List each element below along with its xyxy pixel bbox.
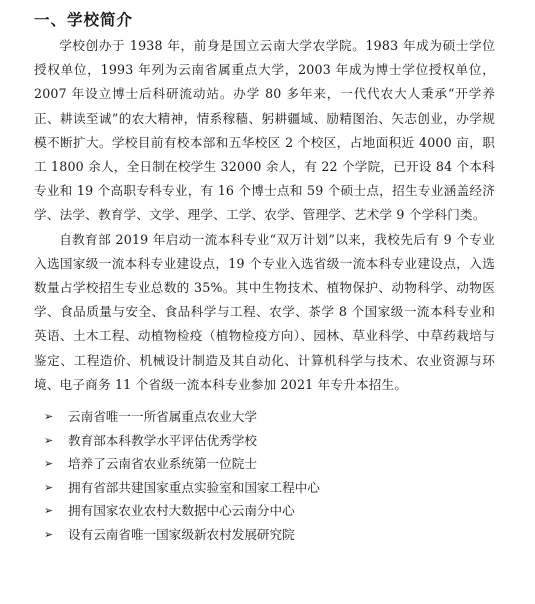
list-item (44, 429, 495, 453)
list-item-text: 拥有省部共建国家重点实验室和国家工程中心 (68, 479, 320, 495)
highlights-list (34, 405, 495, 547)
list-item-text: 拥有国家农业农村大数据中心云南分中心 (68, 503, 295, 519)
list-item (44, 476, 495, 500)
list-item-text: 教育部本科教学水平评估优秀学校 (68, 432, 257, 448)
section-title: 一、学校简介 (34, 11, 134, 29)
list-item-text: 培养了云南省农业系统第一位院士 (68, 456, 257, 472)
arrow-right-icon: ➢ (44, 528, 54, 542)
arrow-right-icon: ➢ (44, 504, 54, 518)
list-item (44, 499, 495, 523)
arrow-right-icon: ➢ (44, 457, 54, 471)
list-item (44, 405, 495, 429)
list-item (44, 523, 495, 547)
list-item-text: 设有云南省唯一国家级新农村发展研究院 (68, 527, 295, 543)
arrow-right-icon: ➢ (44, 480, 54, 494)
list-item-text: 云南省唯一一所省属重点农业大学 (68, 409, 257, 425)
majors-paragraph: 自教育部 2019 年启动一流本科专业“双万计划”以来，我校先后有 9 个专业入选国家级一流本科专业建设点，19 个专业入选省级一流本科专业建设点，入选数量占学校招生专业总数的 35%。其中生物技术、植物保护、动物科学、动物医学、食品质量与安全、食品科学与工程、农学、茶学 8 个国家级一流本科专业和英语、土木工程、动植物检疫（植物检疫方向）、园林、草业科学、中草药栽培与鉴定、工程造价、机械设计制造及其自动化、计算机科学与技术、农业资源与环境、电子商务 11 个省级一流本科专业参加 2021 年专升本招生。 (34, 231, 495, 392)
arrow-right-icon: ➢ (44, 410, 54, 424)
intro-paragraph: 学校创办于 1938 年，前身是国立云南大学农学院。1983 年成为硕士学位授权单位，1993 年列为云南省属重点大学，2003 年成为博士学位授权单位，2007 年设立博士后科研流动站。办学 80 多年来，一代代农大人秉承“开学养正、耕读至诚”的农大精神，情系稼穑、躬耕疆域、励精图治、矢志创业，办学规模不断扩大。学校目前有校本部和五华校区 2 个校区，占地面积近 4000 亩，职工 1800 余人，全日制在校学生 32000 余人，有 22 个学院，已开设 84 个本科专业和 19 个高职专科专业，有 16 个博士点和 59 个硕士点，招生专业涵盖经济学、法学、教育学、文学、理学、工学、农学、管理学、艺术学 9 个学科门类。 (34, 38, 495, 223)
arrow-right-icon: ➢ (44, 433, 54, 447)
list-item (44, 452, 495, 476)
